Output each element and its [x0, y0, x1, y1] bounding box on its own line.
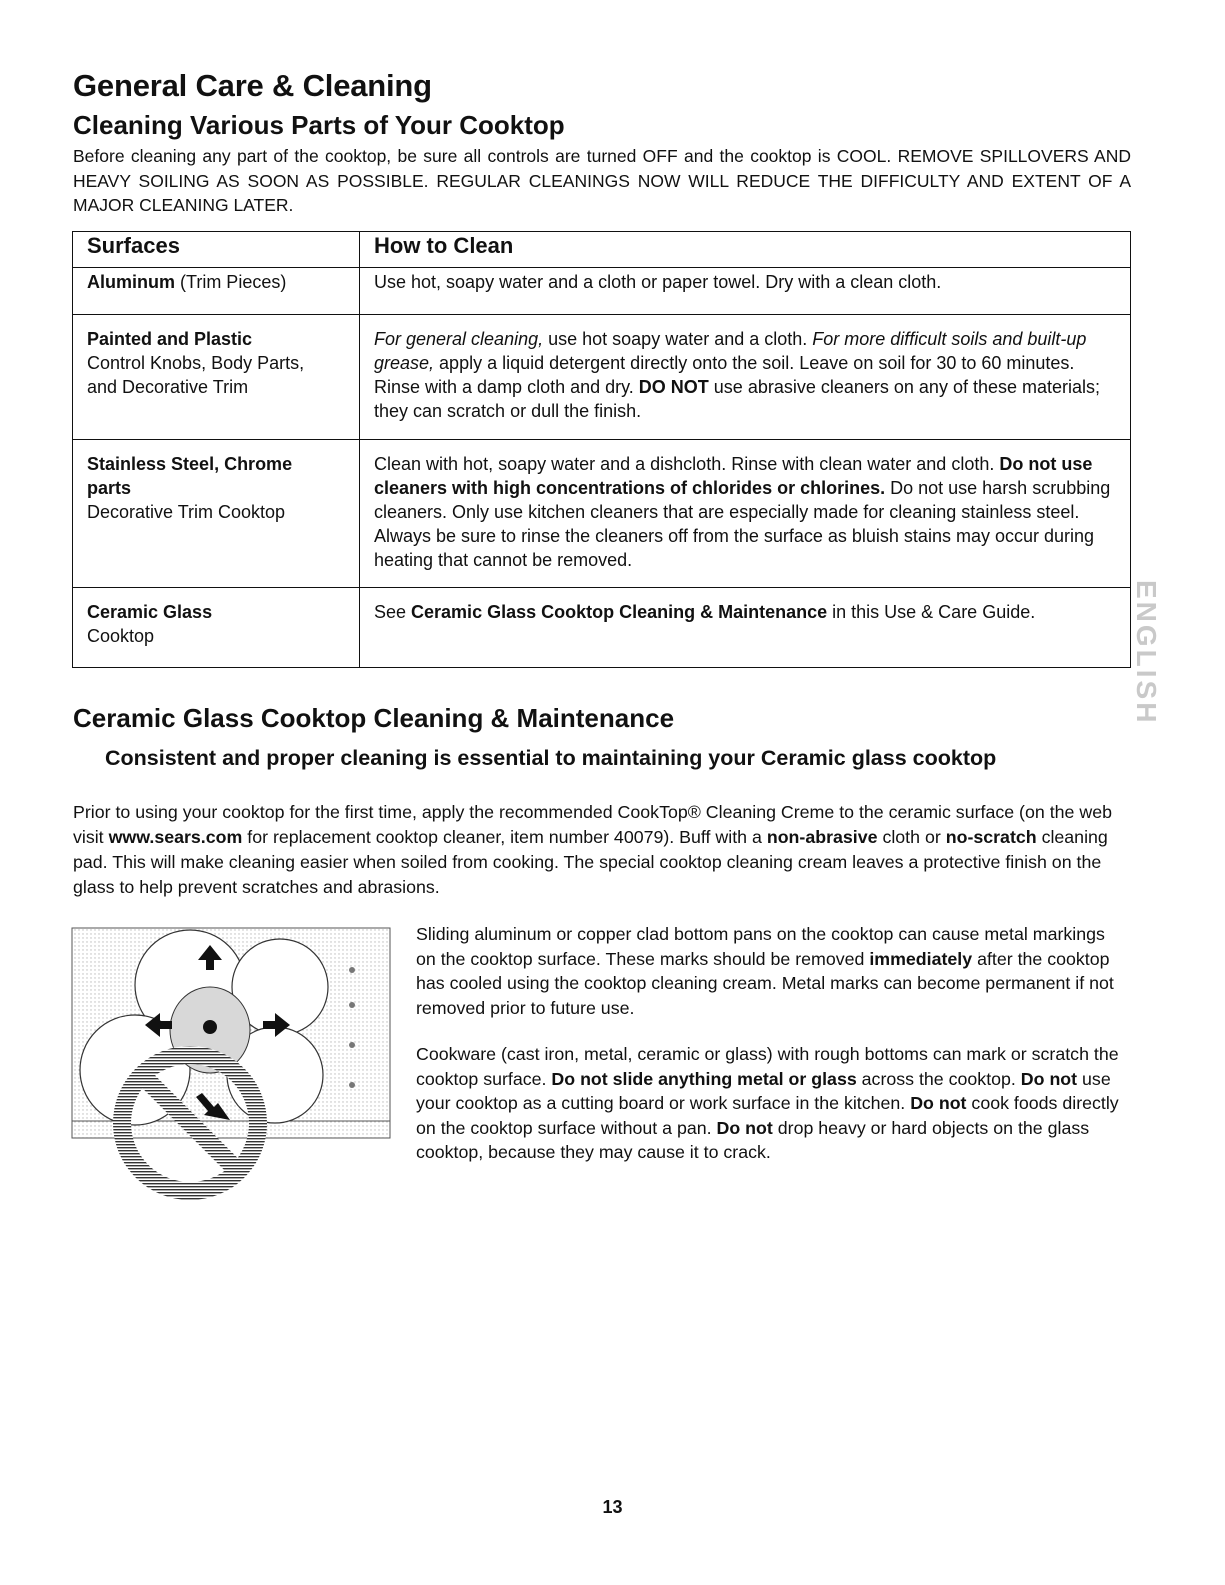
paragraph-prior-to-using: [73, 800, 1133, 900]
paragraph-cookware: [416, 1042, 1128, 1165]
surface-name: Painted and Plastic: [87, 329, 253, 349]
emphasis-text: Do not: [716, 1117, 773, 1138]
text-run: cloth or: [877, 827, 946, 847]
table-header-row: [73, 232, 1131, 268]
text-run: after the cooktop has cooled using the cooktop cleaning cream. Metal marks can become permanent if not removed prior to future use.: [416, 948, 1114, 1018]
cleaning-table: [72, 231, 1131, 668]
language-side-tab: [1128, 580, 1168, 726]
intro-paragraph: Before cleaning any part of the cooktop, be sure all controls are turned OFF and the cooktop is COOL. REMOVE SPILLOVERS AND HEAVY SOILING AS SOON AS POSSIBLE. REGULAR CLEANINGS NOW WILL REDUCE THE DIFFICULTY AND EXTENT OF A MAJOR CLEANING LATER.: [73, 146, 1131, 215]
emphasis-text: DO NOT: [638, 377, 709, 397]
column-header-how-to-clean: How to Clean: [360, 232, 1131, 268]
emphasis-text: non-abrasive: [766, 827, 878, 847]
emphasis-text: Do not: [1020, 1068, 1078, 1089]
text-run: See: [374, 602, 412, 622]
column-header-surfaces: Surfaces: [73, 232, 360, 268]
page-number: 13: [602, 1497, 623, 1517]
text-run: Clean with hot, soapy water and a dishcloth. Rinse with clean water and cloth.: [374, 454, 1000, 474]
emphasis-text: Do not use cleaners with high concentrations of chlorides or chlorines.: [374, 454, 1093, 498]
how-to-clean-cell: [360, 268, 1131, 315]
text-run: for replacement cooktop cleaner, item number 40079). Buff with a: [242, 827, 767, 847]
cooktop-illustration: [70, 925, 400, 1200]
surface-name: Stainless Steel, Chrome parts: [87, 454, 293, 498]
text-run: Cookware (cast iron, metal, ceramic or glass) with rough bottoms can mark or scratch the cooktop surface.: [416, 1044, 1119, 1089]
text-run: across the cooktop.: [856, 1068, 1021, 1089]
text-run: Prior to using your cooktop for the first time, apply the recommended CookTop® Cleaning Creme to the ceramic surface (on the web visit: [73, 802, 1112, 847]
text-run: use abrasive cleaners on any of these materials; they can scratch or dull the finish.: [374, 377, 1101, 421]
italic-text: For more difficult soils and built-up grease,: [374, 329, 1087, 373]
text-run: cook foods directly on the cooktop surface without a pan.: [416, 1093, 1119, 1138]
cooktop-no-sliding-illustration: [70, 925, 400, 1200]
italic-text: For general cleaning,: [374, 329, 544, 349]
surface-name: Ceramic Glass: [87, 602, 213, 622]
section-heading-cleaning-parts: Cleaning Various Parts of Your Cooktop: [73, 110, 565, 140]
emphasis-text: Do not slide anything metal or glass: [551, 1068, 857, 1089]
text-run: Use hot, soapy water and a cloth or paper towel. Dry with a clean cloth.: [374, 272, 942, 292]
surface-cell: [73, 268, 360, 315]
surface-detail: Control Knobs, Body Parts, and Decorative Trim: [87, 353, 305, 397]
page-title: General Care & Cleaning: [73, 68, 432, 103]
table-row: [73, 440, 1131, 588]
section-heading-ceramic-glass: Ceramic Glass Cooktop Cleaning & Maintenance: [73, 703, 675, 733]
table-row: [73, 268, 1131, 315]
text-run: use hot soapy water and a cloth.: [543, 329, 813, 349]
text-run: drop heavy or hard objects on the glass cooktop, because they may cause it to crack.: [416, 1117, 1090, 1162]
text-run: Do not use harsh scrubbing cleaners. Only use kitchen cleaners that are especially made for cleaning stainless steel. Always be sure to rinse the cleaners off from the surface as bluish stains may occur during heating that cannot be removed.: [374, 478, 1111, 570]
table-row: [73, 588, 1131, 668]
how-to-clean-cell: [360, 588, 1131, 668]
how-to-clean-cell: [360, 315, 1131, 440]
language-label: ENGLISH: [1131, 580, 1162, 726]
surface-detail: Cooktop: [87, 626, 155, 646]
emphasis-text: no-scratch: [945, 827, 1037, 847]
surface-cell: [73, 315, 360, 440]
paragraph-sliding-pans: [416, 922, 1128, 1020]
emphasis-text: www.sears.com: [108, 827, 243, 847]
text-run: Sliding aluminum or copper clad bottom pans on the cooktop can cause metal markings on the cooktop surface. These marks should be removed: [416, 924, 1105, 969]
surface-detail: (Trim Pieces): [175, 272, 287, 292]
table-row: [73, 315, 1131, 440]
text-run: use your cooktop as a cutting board or work surface in the kitchen.: [416, 1068, 1111, 1113]
how-to-clean-cell: [360, 440, 1131, 588]
text-run: apply a liquid detergent directly onto the soil. Leave on soil for 30 to 60 minutes. Rinse with a damp cloth and dry.: [374, 353, 1075, 397]
section-subheading: Consistent and proper cleaning is essential to maintaining your Ceramic glass cooktop: [105, 746, 997, 770]
emphasis-text: Do not: [910, 1093, 967, 1113]
surface-name: Aluminum: [87, 272, 175, 292]
emphasis-text: Ceramic Glass Cooktop Cleaning & Maintenance: [411, 602, 828, 622]
surface-detail: Decorative Trim Cooktop: [87, 502, 286, 522]
emphasis-text: immediately: [869, 948, 973, 969]
text-run: in this Use & Care Guide.: [827, 602, 1036, 622]
surface-cell: [73, 588, 360, 668]
surface-cell: [73, 440, 360, 588]
text-run: cleaning pad. This will make cleaning easier when soiled from cooking. The special cooktop cleaning cream leaves a protective finish on the glass to help prevent scratches and abrasions.: [73, 827, 1108, 897]
